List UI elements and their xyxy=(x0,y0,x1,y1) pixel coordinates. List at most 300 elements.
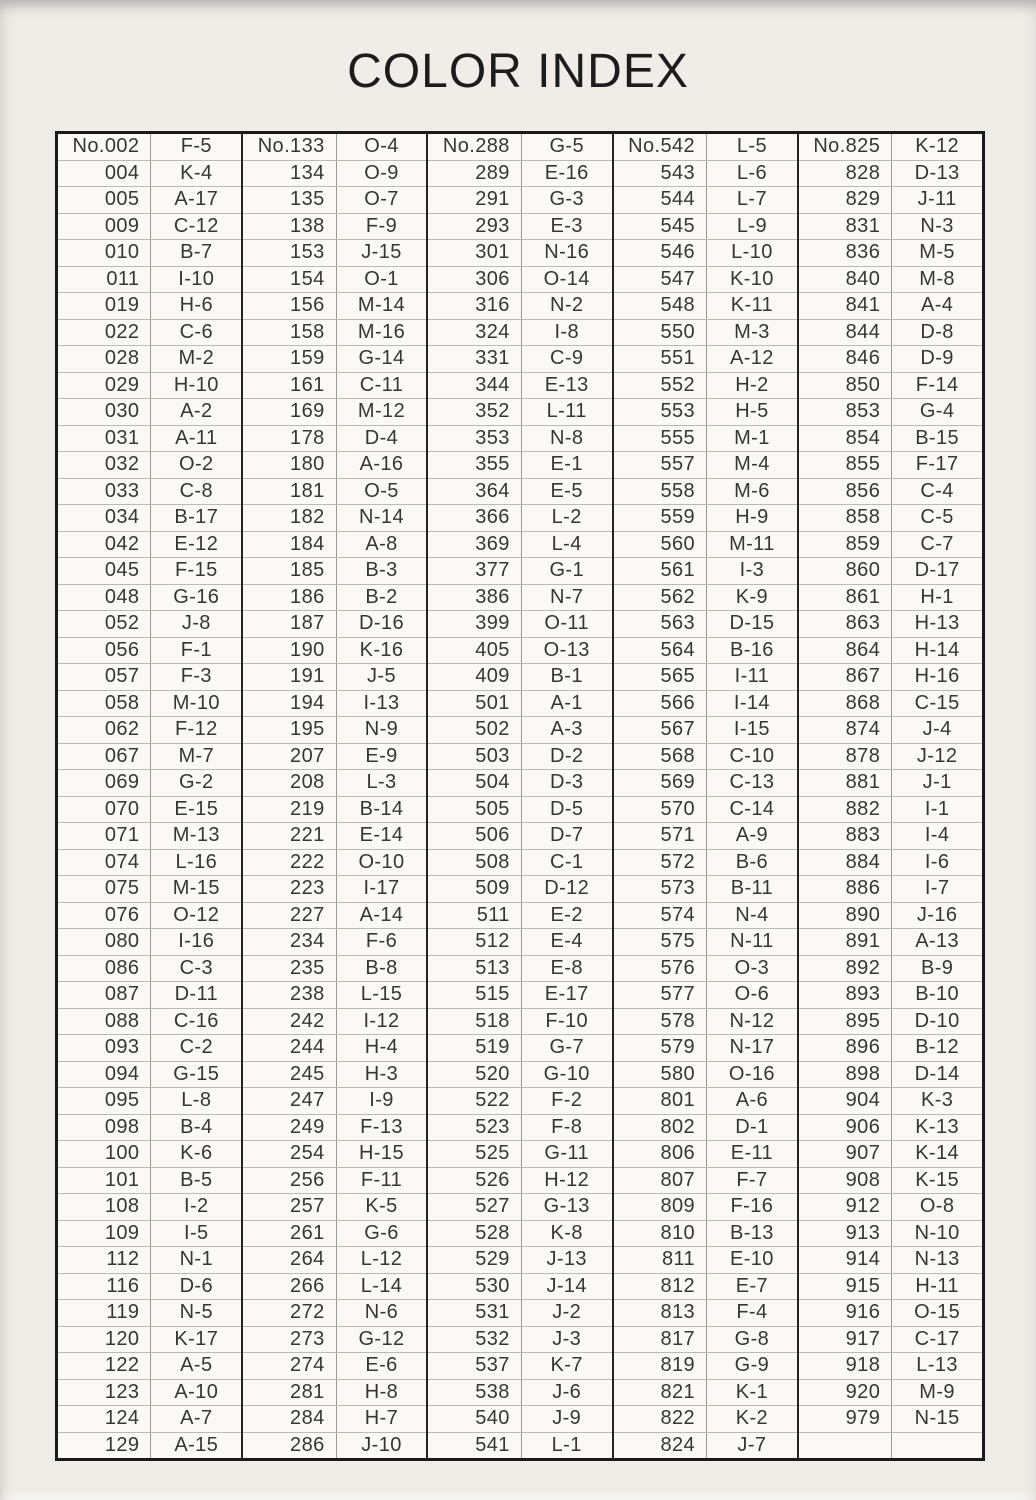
table-row xyxy=(614,1221,797,1248)
table-row xyxy=(799,346,982,373)
color-number-cell: 242 xyxy=(243,1009,336,1035)
color-code-cell: F-11 xyxy=(360,1168,403,1191)
color-code-cell: G-14 xyxy=(358,347,405,370)
table-row xyxy=(614,956,797,983)
color-code-cell: H-3 xyxy=(364,1062,399,1085)
table-row xyxy=(428,134,611,161)
table-row xyxy=(243,1274,426,1301)
color-number-cell: 537 xyxy=(428,1353,521,1379)
column-group-5 xyxy=(799,134,982,1458)
color-number-cell: 841 xyxy=(799,293,892,319)
color-code-cell: C-5 xyxy=(920,506,954,529)
table-row xyxy=(58,187,241,214)
table-row xyxy=(428,1327,611,1354)
color-code-cell: J-9 xyxy=(552,1407,582,1430)
color-number-cell: 195 xyxy=(243,717,336,743)
color-code-cell: I-5 xyxy=(184,1221,209,1244)
column-group-4 xyxy=(614,134,799,1458)
color-number-cell: 917 xyxy=(799,1327,892,1353)
color-number-cell: 261 xyxy=(243,1221,336,1247)
table-row xyxy=(243,585,426,612)
color-code-cell: C-11 xyxy=(359,373,404,396)
color-number-cell: 273 xyxy=(243,1327,336,1353)
color-number-cell: 405 xyxy=(428,638,521,664)
color-code-cell: I-16 xyxy=(178,930,215,953)
color-number-cell: 087 xyxy=(58,982,151,1008)
color-number-cell: 182 xyxy=(243,505,336,531)
table-row xyxy=(428,1009,611,1036)
table-row xyxy=(614,134,797,161)
color-code-cell: E-15 xyxy=(174,797,219,820)
color-code-cell: N-17 xyxy=(729,1036,775,1059)
color-number-cell: 506 xyxy=(428,823,521,849)
color-number-cell: 094 xyxy=(58,1062,151,1088)
color-code-cell: N-7 xyxy=(549,585,584,608)
color-number-cell: 080 xyxy=(58,929,151,955)
color-number-cell: 914 xyxy=(799,1247,892,1273)
color-code-cell: L-5 xyxy=(736,135,767,158)
color-number-cell: 069 xyxy=(58,770,151,796)
color-code-cell: F-4 xyxy=(736,1301,768,1324)
color-code-cell: F-10 xyxy=(545,1009,589,1032)
table-row xyxy=(799,982,982,1009)
color-code-cell: D-16 xyxy=(359,612,404,635)
color-code-cell: D-12 xyxy=(544,877,590,900)
color-code-cell: B-14 xyxy=(359,797,404,820)
color-code-cell: A-2 xyxy=(180,400,213,423)
table-row xyxy=(428,293,611,320)
color-number-cell: 281 xyxy=(243,1380,336,1406)
color-number-cell: 813 xyxy=(614,1300,707,1326)
table-row xyxy=(799,426,982,453)
color-number-cell: 100 xyxy=(58,1141,151,1167)
table-row xyxy=(243,240,426,267)
color-number-cell: 550 xyxy=(614,320,707,346)
table-row xyxy=(799,267,982,294)
table-row xyxy=(614,717,797,744)
color-number-cell: 502 xyxy=(428,717,521,743)
color-number-cell: 844 xyxy=(799,320,892,346)
table-row xyxy=(428,1141,611,1168)
color-number-cell: 859 xyxy=(799,532,892,558)
table-row xyxy=(58,1035,241,1062)
color-code-cell: F-1 xyxy=(180,638,212,661)
color-code-cell: M-16 xyxy=(357,320,406,343)
table-row xyxy=(799,1247,982,1274)
color-code-cell: G-11 xyxy=(544,1142,589,1165)
color-number-cell: 088 xyxy=(58,1009,151,1035)
color-code-cell: L-14 xyxy=(360,1274,403,1297)
color-code-cell: D-17 xyxy=(914,559,960,582)
color-number-cell: 576 xyxy=(614,956,707,982)
color-code-cell: K-14 xyxy=(915,1142,960,1165)
color-code-cell: H-7 xyxy=(364,1407,399,1430)
color-code-cell: K-17 xyxy=(174,1327,219,1350)
color-code-cell: K-1 xyxy=(735,1380,769,1403)
color-number-cell: 093 xyxy=(58,1035,151,1061)
table-row xyxy=(799,691,982,718)
color-number-cell: 028 xyxy=(58,346,151,372)
color-number-cell: 811 xyxy=(614,1247,707,1273)
color-code-cell: C-1 xyxy=(549,850,584,873)
color-number-cell: 135 xyxy=(243,187,336,213)
table-row xyxy=(58,1406,241,1433)
table-row xyxy=(799,1009,982,1036)
color-number-cell: 817 xyxy=(614,1327,707,1353)
color-number-cell: 076 xyxy=(58,903,151,929)
table-row xyxy=(58,373,241,400)
color-number-cell: 884 xyxy=(799,850,892,876)
table-row xyxy=(799,956,982,983)
color-code-cell: A-16 xyxy=(359,453,404,476)
color-code-cell: D-3 xyxy=(549,771,584,794)
color-number-cell: 191 xyxy=(243,664,336,690)
color-number-cell: 122 xyxy=(58,1353,151,1379)
color-number-cell: 138 xyxy=(243,214,336,240)
table-row xyxy=(614,161,797,188)
color-code-cell: F-15 xyxy=(174,559,218,582)
color-code-cell: F-8 xyxy=(551,1115,583,1138)
table-row xyxy=(58,320,241,347)
color-code-cell: A-9 xyxy=(735,824,769,847)
color-code-cell: H-15 xyxy=(359,1142,404,1165)
table-row xyxy=(243,823,426,850)
color-number-cell: 154 xyxy=(243,267,336,293)
table-row xyxy=(614,982,797,1009)
color-number-cell: 898 xyxy=(799,1062,892,1088)
table-row xyxy=(614,1035,797,1062)
color-number-cell: 247 xyxy=(243,1088,336,1114)
color-code-cell: O-7 xyxy=(364,188,399,211)
color-code-cell: M-13 xyxy=(172,824,220,847)
color-code-cell: I-9 xyxy=(369,1089,394,1112)
color-number-cell: 532 xyxy=(428,1327,521,1353)
color-code-cell: F-14 xyxy=(915,373,959,396)
table-row xyxy=(799,1274,982,1301)
color-number-cell: 005 xyxy=(58,187,151,213)
color-code-cell: L-16 xyxy=(175,850,218,873)
color-number-cell: 863 xyxy=(799,611,892,637)
color-number-cell: 062 xyxy=(58,717,151,743)
color-code-cell: E-3 xyxy=(550,214,583,237)
table-row xyxy=(428,956,611,983)
table-row xyxy=(428,1062,611,1089)
table-row xyxy=(58,611,241,638)
table-row xyxy=(799,1380,982,1407)
table-row xyxy=(428,850,611,877)
table-row xyxy=(428,426,611,453)
color-number-cell: 019 xyxy=(58,293,151,319)
column-group-2 xyxy=(243,134,428,1458)
color-code-cell: I-12 xyxy=(363,1009,400,1032)
color-code-cell: M-6 xyxy=(734,479,770,502)
color-code-cell: H-14 xyxy=(914,638,960,661)
table-row xyxy=(614,1353,797,1380)
color-number-cell: 523 xyxy=(428,1115,521,1141)
color-code-cell: L-10 xyxy=(731,241,773,264)
table-row xyxy=(243,770,426,797)
color-code-cell: I-14 xyxy=(733,691,770,714)
table-row xyxy=(58,452,241,479)
color-number-cell: 904 xyxy=(799,1088,892,1114)
table-row xyxy=(614,1300,797,1327)
table-row xyxy=(428,717,611,744)
color-code-cell: L-9 xyxy=(736,214,767,237)
color-number-cell: 801 xyxy=(614,1088,707,1114)
table-row xyxy=(243,399,426,426)
color-number-cell: 504 xyxy=(428,770,521,796)
color-number-cell: 366 xyxy=(428,505,521,531)
table-row xyxy=(614,823,797,850)
color-code-cell: D-15 xyxy=(729,612,775,635)
color-number-cell: 399 xyxy=(428,611,521,637)
color-code-cell: E-10 xyxy=(729,1248,774,1271)
color-code-cell: D-7 xyxy=(549,824,584,847)
table-row xyxy=(799,1194,982,1221)
color-number-cell: 525 xyxy=(428,1141,521,1167)
color-code-cell: B-17 xyxy=(174,506,219,529)
table-row xyxy=(243,611,426,638)
table-row xyxy=(799,1406,982,1433)
color-number-cell: 178 xyxy=(243,426,336,452)
color-number-cell: 509 xyxy=(428,876,521,902)
color-number-cell: 244 xyxy=(243,1035,336,1061)
color-code-cell: L-7 xyxy=(736,188,767,211)
color-number-cell: 254 xyxy=(243,1141,336,1167)
table-row xyxy=(799,1115,982,1142)
color-number-cell: 546 xyxy=(614,240,707,266)
color-number-cell: 158 xyxy=(243,320,336,346)
table-row xyxy=(614,558,797,585)
color-code-cell: A-5 xyxy=(180,1354,213,1377)
table-row xyxy=(58,585,241,612)
table-row xyxy=(428,1433,611,1459)
color-number-cell: No.133 xyxy=(243,134,336,160)
color-code-cell: I-6 xyxy=(924,850,950,873)
table-row xyxy=(243,903,426,930)
table-row xyxy=(243,161,426,188)
color-code-cell: G-13 xyxy=(543,1195,590,1218)
table-row xyxy=(614,691,797,718)
table-row xyxy=(243,187,426,214)
color-number-cell: 563 xyxy=(614,611,707,637)
color-code-cell: D-6 xyxy=(179,1274,214,1297)
color-code-cell: K-7 xyxy=(550,1354,583,1377)
color-code-cell: I-17 xyxy=(363,877,400,900)
color-number-cell: 352 xyxy=(428,399,521,425)
color-code-cell: N-8 xyxy=(549,426,584,449)
color-code-cell: G-2 xyxy=(179,771,214,794)
color-number-cell: 156 xyxy=(243,293,336,319)
table-row xyxy=(58,1221,241,1248)
color-code-cell: M-14 xyxy=(357,294,406,317)
color-number-cell: 257 xyxy=(243,1194,336,1220)
color-code-cell: C-13 xyxy=(729,771,775,794)
color-number-cell: 526 xyxy=(428,1168,521,1194)
table-row xyxy=(243,1009,426,1036)
color-code-cell: O-8 xyxy=(919,1195,955,1218)
color-code-cell: B-4 xyxy=(180,1115,213,1138)
color-code-cell: I-15 xyxy=(733,718,770,741)
color-code-cell: E-4 xyxy=(550,930,583,953)
color-number-cell: 860 xyxy=(799,558,892,584)
color-number-cell: 527 xyxy=(428,1194,521,1220)
color-number-cell: 052 xyxy=(58,611,151,637)
color-number-cell: 364 xyxy=(428,479,521,505)
color-code-cell: J-4 xyxy=(922,718,952,741)
color-number-cell: 918 xyxy=(799,1353,892,1379)
color-number-cell: 075 xyxy=(58,876,151,902)
color-code-cell: O-1 xyxy=(364,267,399,290)
color-number-cell: 030 xyxy=(58,399,151,425)
table-row xyxy=(799,611,982,638)
table-row xyxy=(428,1115,611,1142)
color-code-cell: G-3 xyxy=(549,188,584,211)
color-number-cell: 540 xyxy=(428,1406,521,1432)
color-code-cell: N-13 xyxy=(914,1248,960,1271)
color-code-cell: G-6 xyxy=(364,1221,399,1244)
color-number-cell: 306 xyxy=(428,267,521,293)
color-code-cell: E-14 xyxy=(359,824,404,847)
color-code-cell: B-7 xyxy=(180,241,213,264)
table-row xyxy=(243,797,426,824)
color-code-cell: L-12 xyxy=(360,1248,403,1271)
color-number-cell: 824 xyxy=(614,1433,707,1459)
color-number-cell: 853 xyxy=(799,399,892,425)
color-number-cell: 056 xyxy=(58,638,151,664)
table-row xyxy=(614,1274,797,1301)
color-number-cell: 552 xyxy=(614,373,707,399)
table-row xyxy=(58,1062,241,1089)
color-code-cell: F-3 xyxy=(180,665,212,688)
table-row xyxy=(614,850,797,877)
color-code-cell: G-9 xyxy=(734,1354,770,1377)
color-code-cell: D-14 xyxy=(914,1062,960,1085)
color-number-cell: 579 xyxy=(614,1035,707,1061)
color-code-cell: O-6 xyxy=(734,983,770,1006)
color-code-cell: F-13 xyxy=(360,1115,403,1138)
table-row xyxy=(243,1168,426,1195)
color-number-cell: 503 xyxy=(428,744,521,770)
color-code-cell: C-7 xyxy=(920,532,954,555)
color-number-cell: 806 xyxy=(614,1141,707,1167)
color-number-cell: 551 xyxy=(614,346,707,372)
color-code-cell: B-10 xyxy=(915,983,960,1006)
color-code-cell: A-15 xyxy=(174,1433,219,1456)
color-code-cell: A-1 xyxy=(550,691,583,714)
table-row xyxy=(58,850,241,877)
table-row xyxy=(428,1300,611,1327)
table-row xyxy=(58,1088,241,1115)
color-number-cell: 520 xyxy=(428,1062,521,1088)
table-row xyxy=(799,664,982,691)
color-code-cell: J-13 xyxy=(546,1248,587,1271)
color-number-cell: 074 xyxy=(58,850,151,876)
color-number-cell xyxy=(799,1433,892,1459)
color-number-cell: No.825 xyxy=(799,134,892,160)
color-number-cell: 086 xyxy=(58,956,151,982)
color-code-cell: O-16 xyxy=(728,1062,775,1085)
table-row xyxy=(58,744,241,771)
column-group-1 xyxy=(58,134,243,1458)
table-row xyxy=(243,664,426,691)
color-code-cell: B-3 xyxy=(365,559,398,582)
color-code-cell: D-1 xyxy=(735,1115,769,1138)
color-code-cell: H-9 xyxy=(735,506,769,529)
color-number-cell: 858 xyxy=(799,505,892,531)
table-row xyxy=(799,876,982,903)
table-row xyxy=(799,638,982,665)
color-code-cell: K-12 xyxy=(915,135,960,158)
color-number-cell: 874 xyxy=(799,717,892,743)
color-code-cell: H-11 xyxy=(915,1274,959,1297)
color-code-cell: L-1 xyxy=(551,1433,582,1456)
table-row xyxy=(799,1088,982,1115)
color-number-cell: 266 xyxy=(243,1274,336,1300)
color-number-cell: 067 xyxy=(58,744,151,770)
table-row xyxy=(799,161,982,188)
color-number-cell: 377 xyxy=(428,558,521,584)
color-number-cell: 070 xyxy=(58,797,151,823)
table-row xyxy=(428,770,611,797)
color-number-cell: 221 xyxy=(243,823,336,849)
color-number-cell: 031 xyxy=(58,426,151,452)
table-row xyxy=(799,452,982,479)
color-number-cell: 057 xyxy=(58,664,151,690)
table-row xyxy=(58,479,241,506)
table-row xyxy=(799,293,982,320)
table-row xyxy=(614,1433,797,1459)
color-code-cell: L-11 xyxy=(546,400,587,423)
color-number-cell: 916 xyxy=(799,1300,892,1326)
color-number-cell: 886 xyxy=(799,876,892,902)
color-number-cell: 518 xyxy=(428,1009,521,1035)
color-number-cell: 098 xyxy=(58,1115,151,1141)
color-code-cell: A-11 xyxy=(175,426,218,449)
table-row xyxy=(614,1141,797,1168)
table-row xyxy=(614,1247,797,1274)
color-code-cell: B-8 xyxy=(365,956,398,979)
color-number-cell: 284 xyxy=(243,1406,336,1432)
table-row xyxy=(243,744,426,771)
color-code-cell: H-4 xyxy=(364,1036,399,1059)
table-row xyxy=(799,134,982,161)
color-code-cell: A-8 xyxy=(365,532,398,555)
color-number-cell: 369 xyxy=(428,532,521,558)
color-number-cell: 101 xyxy=(58,1168,151,1194)
color-number-cell: 108 xyxy=(58,1194,151,1220)
color-number-cell: 882 xyxy=(799,797,892,823)
color-number-cell: 566 xyxy=(614,691,707,717)
table-row xyxy=(58,1300,241,1327)
color-code-cell: E-13 xyxy=(544,373,589,396)
color-number-cell: 324 xyxy=(428,320,521,346)
table-row xyxy=(799,1327,982,1354)
table-row xyxy=(799,744,982,771)
table-row xyxy=(614,1062,797,1089)
color-code-cell: O-11 xyxy=(544,612,589,635)
color-code-cell: J-16 xyxy=(916,903,958,926)
table-row xyxy=(799,797,982,824)
color-number-cell: 890 xyxy=(799,903,892,929)
color-number-cell: 856 xyxy=(799,479,892,505)
table-row xyxy=(428,479,611,506)
color-number-cell: 181 xyxy=(243,479,336,505)
table-row xyxy=(614,585,797,612)
color-number-cell: 522 xyxy=(428,1088,521,1114)
color-code-cell: B-12 xyxy=(915,1036,960,1059)
color-number-cell: 344 xyxy=(428,373,521,399)
